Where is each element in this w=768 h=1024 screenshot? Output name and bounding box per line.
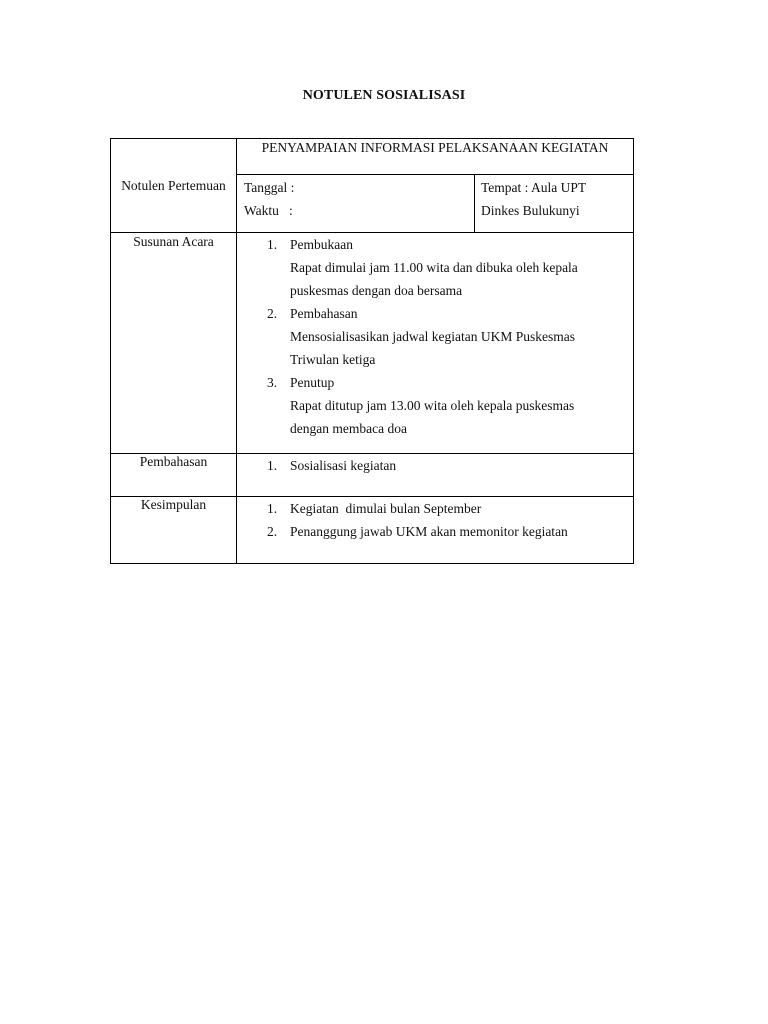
item-number: 1. [267, 237, 278, 252]
list-item [267, 520, 627, 543]
info-grid [237, 175, 633, 232]
item-number: 3. [267, 375, 278, 390]
list-item [267, 371, 627, 440]
item-line: Rapat dimulai jam 11.00 wita dan dibuka oleh kepala [290, 260, 578, 275]
item-number: 1. [267, 501, 278, 516]
item-heading: Pembahasan [290, 306, 358, 321]
item-heading: Penutup [290, 375, 335, 390]
tempat-line-1: Tempat : Aula UPT [481, 180, 587, 195]
notulen-pertemuan-label-cell [111, 139, 237, 233]
item-line: Mensosialisasikan jadwal kegiatan UKM Puskesmas [290, 329, 575, 344]
item-number: 2. [267, 524, 278, 539]
item-line: Rapat ditutup jam 13.00 wita oleh kepala puskesmas [290, 398, 575, 413]
susunan-acara-content [237, 233, 634, 454]
topic-cell [237, 139, 634, 175]
pembahasan-label: Pembahasan [139, 454, 208, 469]
location-block [475, 175, 633, 232]
header-row-topic [111, 139, 634, 175]
notulen-table [110, 138, 634, 564]
list-item [267, 497, 627, 520]
item-text: Kegiatan dimulai bulan September [290, 501, 482, 516]
pembahasan-row [111, 454, 634, 497]
list-item [267, 302, 627, 371]
tempat-line-2: Dinkes Bulukunyi [481, 203, 580, 218]
pembahasan-label-cell [111, 454, 237, 497]
waktu-label: Waktu : [244, 203, 293, 218]
item-line: Triwulan ketiga [290, 352, 376, 367]
susunan-acara-row [111, 233, 634, 454]
susunan-acara-label: Susunan Acara [133, 234, 214, 249]
kesimpulan-content [237, 497, 634, 564]
kesimpulan-row [111, 497, 634, 564]
date-time-block [237, 175, 475, 232]
kesimpulan-list [267, 497, 627, 543]
list-item [267, 454, 627, 477]
item-text: Sosialisasi kegiatan [290, 458, 397, 473]
item-number: 2. [267, 306, 278, 321]
list-item [267, 233, 627, 302]
page-title: NOTULEN SOSIALISASI [302, 88, 466, 103]
kesimpulan-label-cell [111, 497, 237, 564]
susunan-acara-label-cell [111, 233, 237, 454]
susunan-acara-list [267, 233, 627, 440]
item-heading: Pembukaan [290, 237, 353, 252]
kesimpulan-label: Kesimpulan [140, 497, 207, 512]
pembahasan-content [237, 454, 634, 497]
tanggal-label: Tanggal : [244, 180, 295, 195]
pembahasan-list [267, 454, 627, 477]
item-number: 1. [267, 458, 278, 473]
item-line: dengan membaca doa [290, 421, 407, 436]
item-line: puskesmas dengan doa bersama [290, 283, 463, 298]
info-cell [237, 175, 634, 233]
item-text: Penanggung jawab UKM akan memonitor kegiatan [290, 524, 568, 539]
meeting-topic: PENYAMPAIAN INFORMASI PELAKSANAAN KEGIATAN [261, 140, 609, 155]
notulen-pertemuan-label: Notulen Pertemuan [121, 177, 226, 193]
